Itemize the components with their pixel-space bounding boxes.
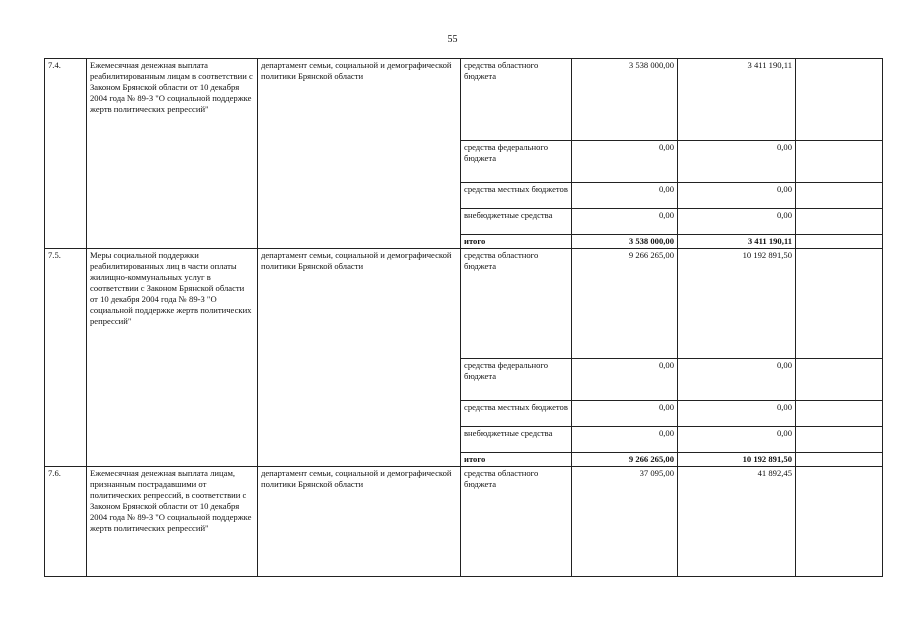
department: департамент семьи, социальной и демографической политики Брянской области bbox=[258, 59, 461, 249]
measure-name: Меры социальной поддержки реабилитированных лиц в части оплаты жилищно-коммунальных услуг в соответствии с Законом Брянской области от 10 декабря 2004 года № 89-З "О социальной поддержке жертв политических репрессий" bbox=[87, 249, 258, 467]
source-label: внебюджетные средства bbox=[461, 427, 572, 453]
actual-value: 0,00 bbox=[678, 427, 796, 453]
source-label: средства областного бюджета bbox=[461, 249, 572, 359]
planned-value: 0,00 bbox=[572, 427, 678, 453]
actual-value: 41 892,45 bbox=[678, 467, 796, 577]
planned-value: 37 095,00 bbox=[572, 467, 678, 577]
empty-cell bbox=[796, 467, 883, 577]
total-actual: 10 192 891,50 bbox=[678, 453, 796, 467]
empty-cell bbox=[796, 59, 883, 141]
empty-cell bbox=[796, 209, 883, 235]
empty-cell bbox=[796, 401, 883, 427]
department: департамент семьи, социальной и демографической политики Брянской области bbox=[258, 467, 461, 577]
planned-value: 9 266 265,00 bbox=[572, 249, 678, 359]
table-row bbox=[45, 249, 883, 359]
budget-table bbox=[44, 58, 883, 577]
planned-value: 0,00 bbox=[572, 359, 678, 401]
empty-cell bbox=[796, 183, 883, 209]
empty-cell bbox=[796, 359, 883, 401]
row-number: 7.4. bbox=[45, 59, 87, 249]
total-label: итого bbox=[461, 235, 572, 249]
planned-value: 3 538 000,00 bbox=[572, 59, 678, 141]
total-planned: 9 266 265,00 bbox=[572, 453, 678, 467]
empty-cell bbox=[796, 427, 883, 453]
actual-value: 3 411 190,11 bbox=[678, 59, 796, 141]
planned-value: 0,00 bbox=[572, 141, 678, 183]
page-number: 55 bbox=[447, 34, 458, 45]
actual-value: 10 192 891,50 bbox=[678, 249, 796, 359]
actual-value: 0,00 bbox=[678, 141, 796, 183]
actual-value: 0,00 bbox=[678, 183, 796, 209]
measure-name: Ежемесячная денежная выплата лицам, признанным пострадавшими от политических репрессий, в соответствии с Законом Брянской области от 10 декабря 2004 года № 89-З "О социальной поддержке жертв политических репрессий" bbox=[87, 467, 258, 577]
planned-value: 0,00 bbox=[572, 401, 678, 427]
empty-cell bbox=[796, 453, 883, 467]
actual-value: 0,00 bbox=[678, 401, 796, 427]
department: департамент семьи, социальной и демографической политики Брянской области bbox=[258, 249, 461, 467]
row-number: 7.5. bbox=[45, 249, 87, 467]
empty-cell bbox=[796, 235, 883, 249]
empty-cell bbox=[796, 249, 883, 359]
source-label: средства федерального бюджета bbox=[461, 359, 572, 401]
planned-value: 0,00 bbox=[572, 209, 678, 235]
planned-value: 0,00 bbox=[572, 183, 678, 209]
table-row bbox=[45, 467, 883, 577]
source-label: средства местных бюджетов bbox=[461, 183, 572, 209]
total-label: итого bbox=[461, 453, 572, 467]
table-row bbox=[45, 59, 883, 141]
actual-value: 0,00 bbox=[678, 209, 796, 235]
row-number: 7.6. bbox=[45, 467, 87, 577]
source-label: средства местных бюджетов bbox=[461, 401, 572, 427]
actual-value: 0,00 bbox=[678, 359, 796, 401]
source-label: средства областного бюджета bbox=[461, 59, 572, 141]
total-actual: 3 411 190,11 bbox=[678, 235, 796, 249]
total-planned: 3 538 000,00 bbox=[572, 235, 678, 249]
empty-cell bbox=[796, 141, 883, 183]
source-label: средства областного бюджета bbox=[461, 467, 572, 577]
source-label: внебюджетные средства bbox=[461, 209, 572, 235]
source-label: средства федерального бюджета bbox=[461, 141, 572, 183]
measure-name: Ежемесячная денежная выплата реабилитированным лицам в соответствии с Законом Брянской области от 10 декабря 2004 года № 89-З "О социальной поддержке жертв политических репрессий" bbox=[87, 59, 258, 249]
